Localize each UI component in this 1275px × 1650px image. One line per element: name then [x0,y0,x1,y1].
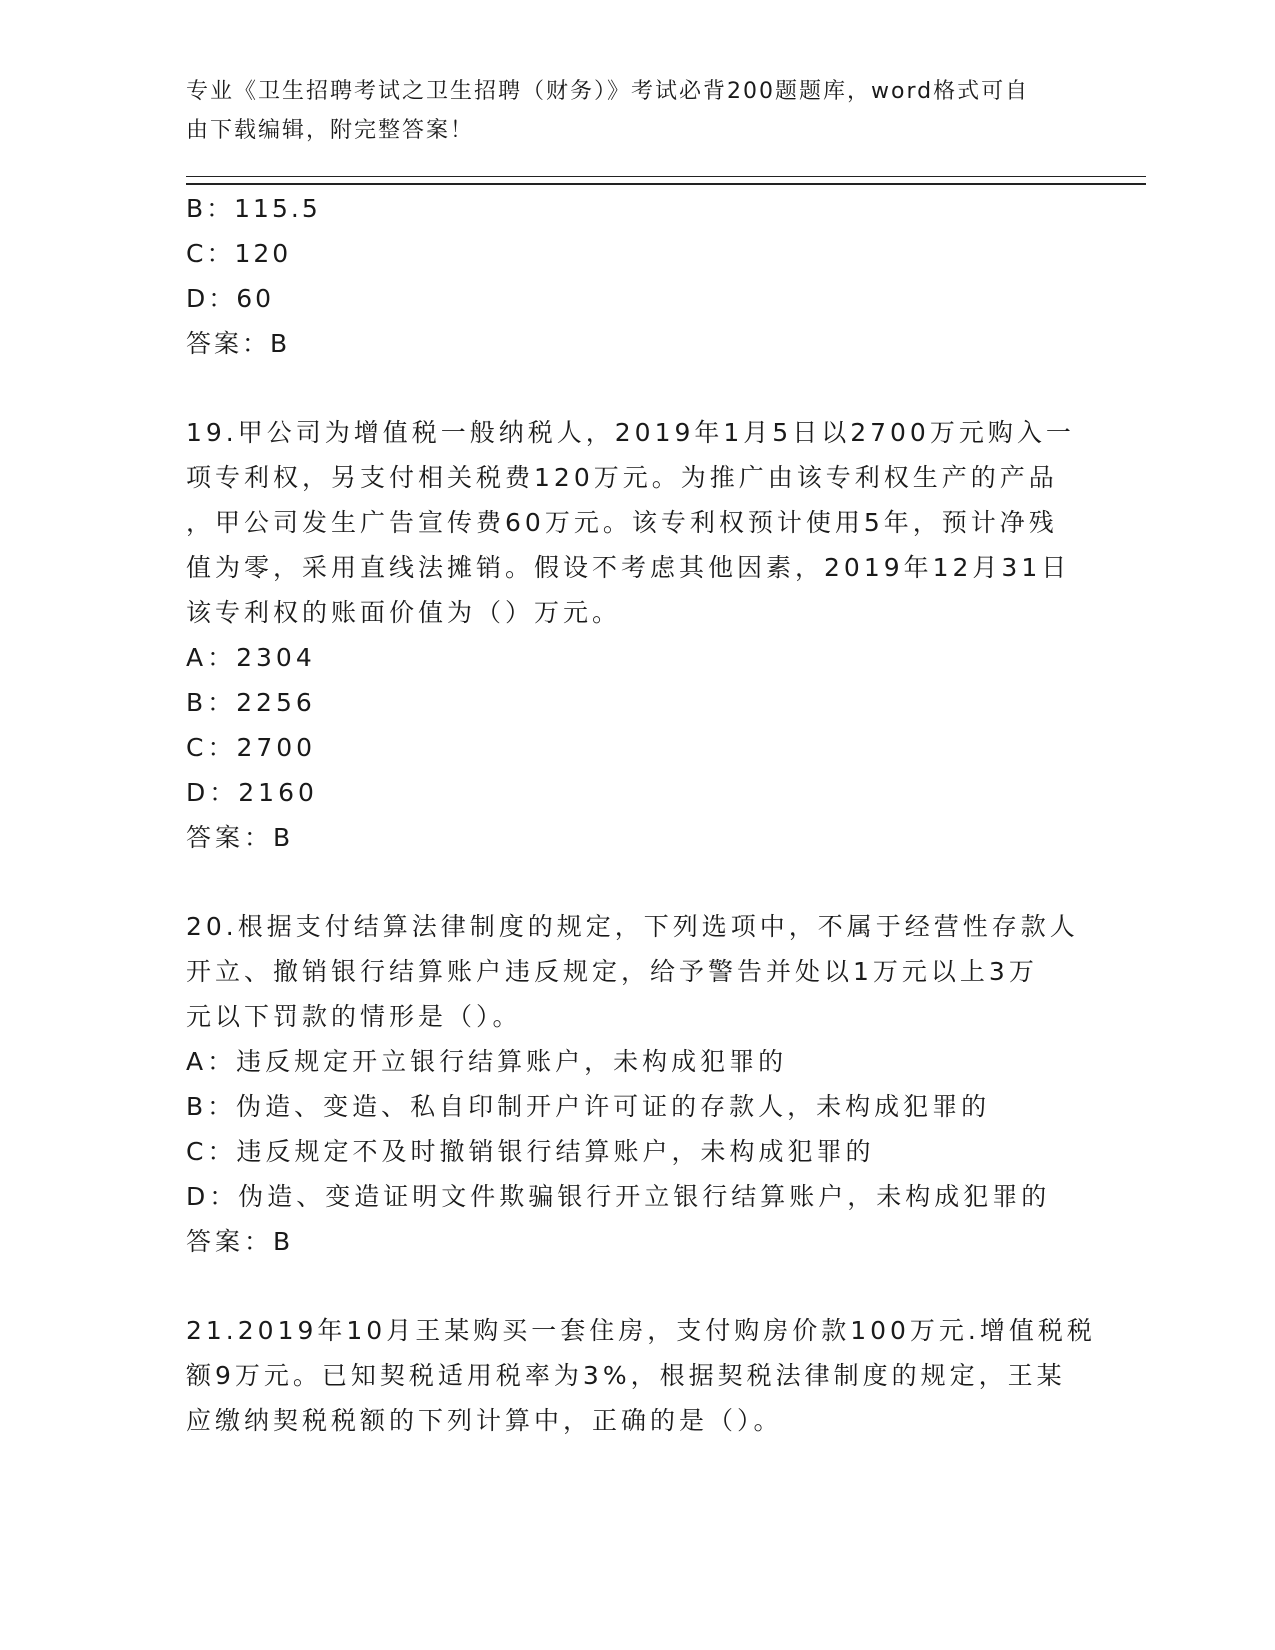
option-letter: B： [186,688,237,717]
question-20 [186,904,1086,1264]
header-line-1: 专业《卫生招聘考试之卫生招聘（财务）》考试必背200题题库，word格式可自 [186,79,1030,104]
question-stem-line: 21.2019年10月王某购买一套住房，支付购房价款100万元.增值税税 [186,1316,1096,1345]
option-text: 2304 [236,643,316,672]
option-letter: D： [186,1182,239,1211]
option-c [186,1129,1086,1174]
option-a [186,1039,1086,1084]
answer-line: 答案：B [186,329,291,358]
answer-line: 答案：B [186,823,295,852]
question-stem-line: 项专利权，另支付相关税费120万元。为推广由该专利权生产的产品 [186,463,1058,492]
option-b [186,186,1086,231]
document-body [186,186,1096,1443]
option-c [186,231,1086,276]
option-letter: D： [186,284,237,313]
option-letter: A： [186,643,237,672]
option-letter: C： [186,239,235,268]
option-text: 120 [234,239,292,268]
option-d [186,770,1086,815]
option-b [186,1084,1086,1129]
option-letter: C： [186,733,237,762]
question-stem-line: 元以下罚款的情形是（）。 [186,1002,522,1031]
option-c [186,725,1086,770]
question-stem-line: 该专利权的账面价值为（）万元。 [186,598,622,627]
option-text: 115.5 [234,194,321,223]
option-text: 违反规定不及时撤销银行结算账户，未构成犯罪的 [236,1137,875,1166]
option-letter: A： [186,1047,237,1076]
page-header [186,72,1066,150]
header-line-2: 由下载编辑，附完整答案！ [186,118,475,143]
option-a [186,635,1086,680]
option-text: 2256 [236,688,316,717]
question-stem-line: 应缴纳契税税额的下列计算中，正确的是（）。 [186,1406,783,1435]
question-stem-line: 19.甲公司为增值税一般纳税人，2019年1月5日以2700万元购入一 [186,418,1075,447]
prev-question-tail [186,186,1086,366]
question-21 [186,1308,1096,1443]
question-stem-line: 值为零，采用直线法摊销。假设不考虑其他因素，2019年12月31日 [186,553,1071,582]
question-stem-line: 20.根据支付结算法律制度的规定，下列选项中，不属于经营性存款人 [186,912,1079,941]
header-divider [186,176,1146,185]
option-letter: C： [186,1137,237,1166]
option-d [186,1174,1086,1219]
question-stem-line: 额9万元。已知契税适用税率为3%，根据契税法律制度的规定，王某 [186,1361,1066,1390]
option-text: 伪造、变造证明文件欺骗银行开立银行结算账户，未构成犯罪的 [238,1182,1051,1211]
option-letter: B： [186,1092,237,1121]
option-letter: D： [186,778,239,807]
option-text: 伪造、变造、私自印制开户许可证的存款人，未构成犯罪的 [236,1092,991,1121]
option-text: 60 [236,284,275,313]
question-stem-line: ，甲公司发生广告宣传费60万元。该专利权预计使用5年，预计净残 [186,508,1058,537]
question-stem-line: 开立、撤销银行结算账户违反规定，给予警告并处以1万元以上3万 [186,957,1038,986]
option-text: 2700 [236,733,317,762]
answer-line: 答案：B [186,1227,295,1256]
option-d [186,276,1086,321]
option-text: 2160 [238,778,318,807]
option-b [186,680,1086,725]
option-letter: B： [186,194,235,223]
option-text: 违反规定开立银行结算账户，未构成犯罪的 [236,1047,788,1076]
question-19 [186,410,1086,860]
